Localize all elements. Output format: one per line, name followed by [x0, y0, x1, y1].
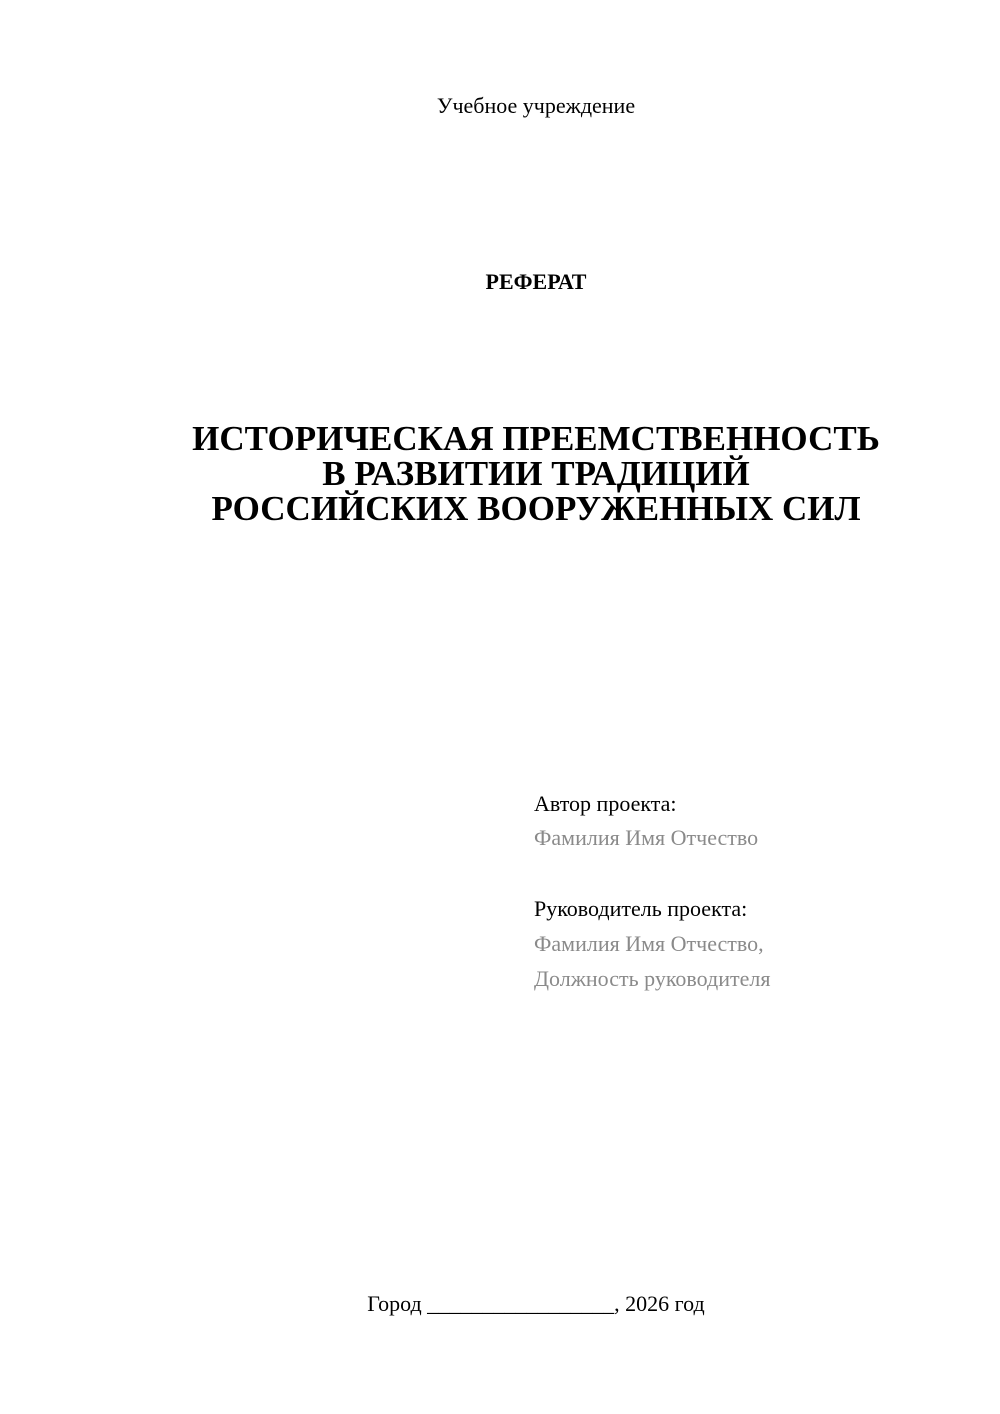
- author-name: Фамилия Имя Отчество: [534, 825, 759, 850]
- document-title: [0, 421, 1000, 526]
- title-line: ИСТОРИЧЕСКАЯ ПРЕЕМСТВЕННОСТЬ: [192, 419, 880, 458]
- supervisor-name: Фамилия Имя Отчество,: [534, 931, 764, 956]
- supervisor-position: Должность руководителя: [534, 966, 771, 991]
- supervisor-label: Руководитель проекта:: [534, 896, 748, 921]
- title-line: РОССИЙСКИХ ВООРУЖЕННЫХ СИЛ: [211, 489, 861, 528]
- author-label: Автор проекта:: [534, 791, 677, 816]
- institution-name: Учебное учреждение: [436, 93, 636, 118]
- title-line: В РАЗВИТИИ ТРАДИЦИЙ: [322, 454, 750, 493]
- city-year-line: Город _________________, 2026 год: [367, 1291, 705, 1316]
- document-type: РЕФЕРАТ: [485, 269, 587, 294]
